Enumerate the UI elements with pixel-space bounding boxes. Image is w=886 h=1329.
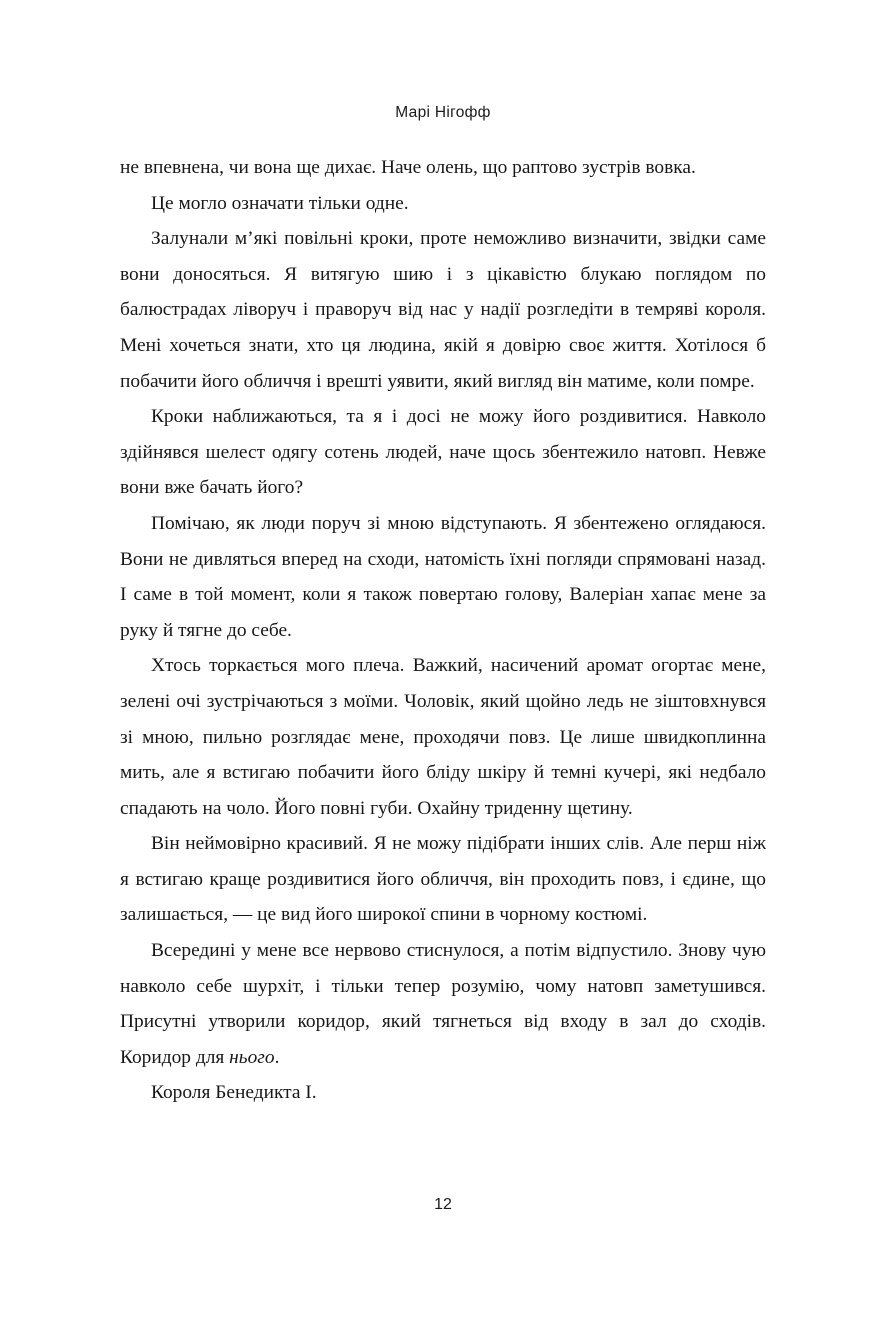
running-head: Марі Нігофф — [395, 104, 491, 121]
paragraph-text: Всередині у мене все нервово стиснулося, а потім відпустило. Знову чую навколо себе шурхіт, і тільки тепер розумію, чому натовп заметушився. Присутні утворили коридор, який тягнеться від входу в зал до сходів. Коридор для — [120, 940, 766, 1068]
paragraph: Залунали м’які повільні кроки, проте неможливо визначити, звідки саме вони доносяться. Я витягую шию і з цікавістю блукаю поглядом по балюстрадах ліворуч і праворуч від нас у надії розгледіти в темряві короля. Мені хочеться знати, хто ця людина, якій я довірю своє життя. Хотілося б побачити його обличчя і врешті уявити, який вигляд він матиме, коли помре. — [120, 228, 766, 392]
paragraph: не впевнена, чи вона ще дихає. Наче олень, що раптово зустрів вовка. — [120, 157, 696, 178]
paragraph: Це могло означати тільки одне. — [151, 192, 409, 214]
italic-emphasis: нього — [229, 1046, 275, 1068]
page-body-text — [120, 150, 766, 1111]
page-number: 12 — [434, 1196, 452, 1213]
paragraph: Він неймовірно красивий. Я не можу підібрати інших слів. Але перш ніж я встигаю краще роздивитися його обличчя, він проходить повз, і єдине, що залишається, — це вид його широкої спини в чорному костюмі. — [120, 833, 766, 926]
paragraph: Короля Бенедикта I. — [151, 1082, 317, 1104]
paragraph: Помічаю, як люди поруч зі мною відступають. Я збентежено оглядаюся. Вони не дивляться вперед на сходи, натомість їхні погляди спрямовані назад. І саме в той момент, коли я також повертаю голову, Валеріан хапає мене за руку й тягне до себе. — [120, 512, 766, 641]
paragraph-with-italic — [120, 933, 766, 1075]
paragraph: Кроки наближаються, та я і досі не можу його роздивитися. Навколо здійнявся шелест одягу сотень людей, наче щось збентежило натовп. Невже вони вже бачать його? — [120, 406, 766, 499]
paragraph-tail: . — [274, 1046, 280, 1068]
paragraph: Хтось торкається мого плеча. Важкий, насичений аромат огортає мене, зелені очі зустрічаються з моїми. Чоловік, який щойно ледь не зіштовхнувся зі мною, пильно розглядає мене, проходячи повз. Це лише швидкоплинна мить, але я встигаю побачити його бліду шкіру й темні кучері, які недбало спадають на чоло. Його повні губи. Охайну триденну щетину. — [120, 655, 766, 819]
